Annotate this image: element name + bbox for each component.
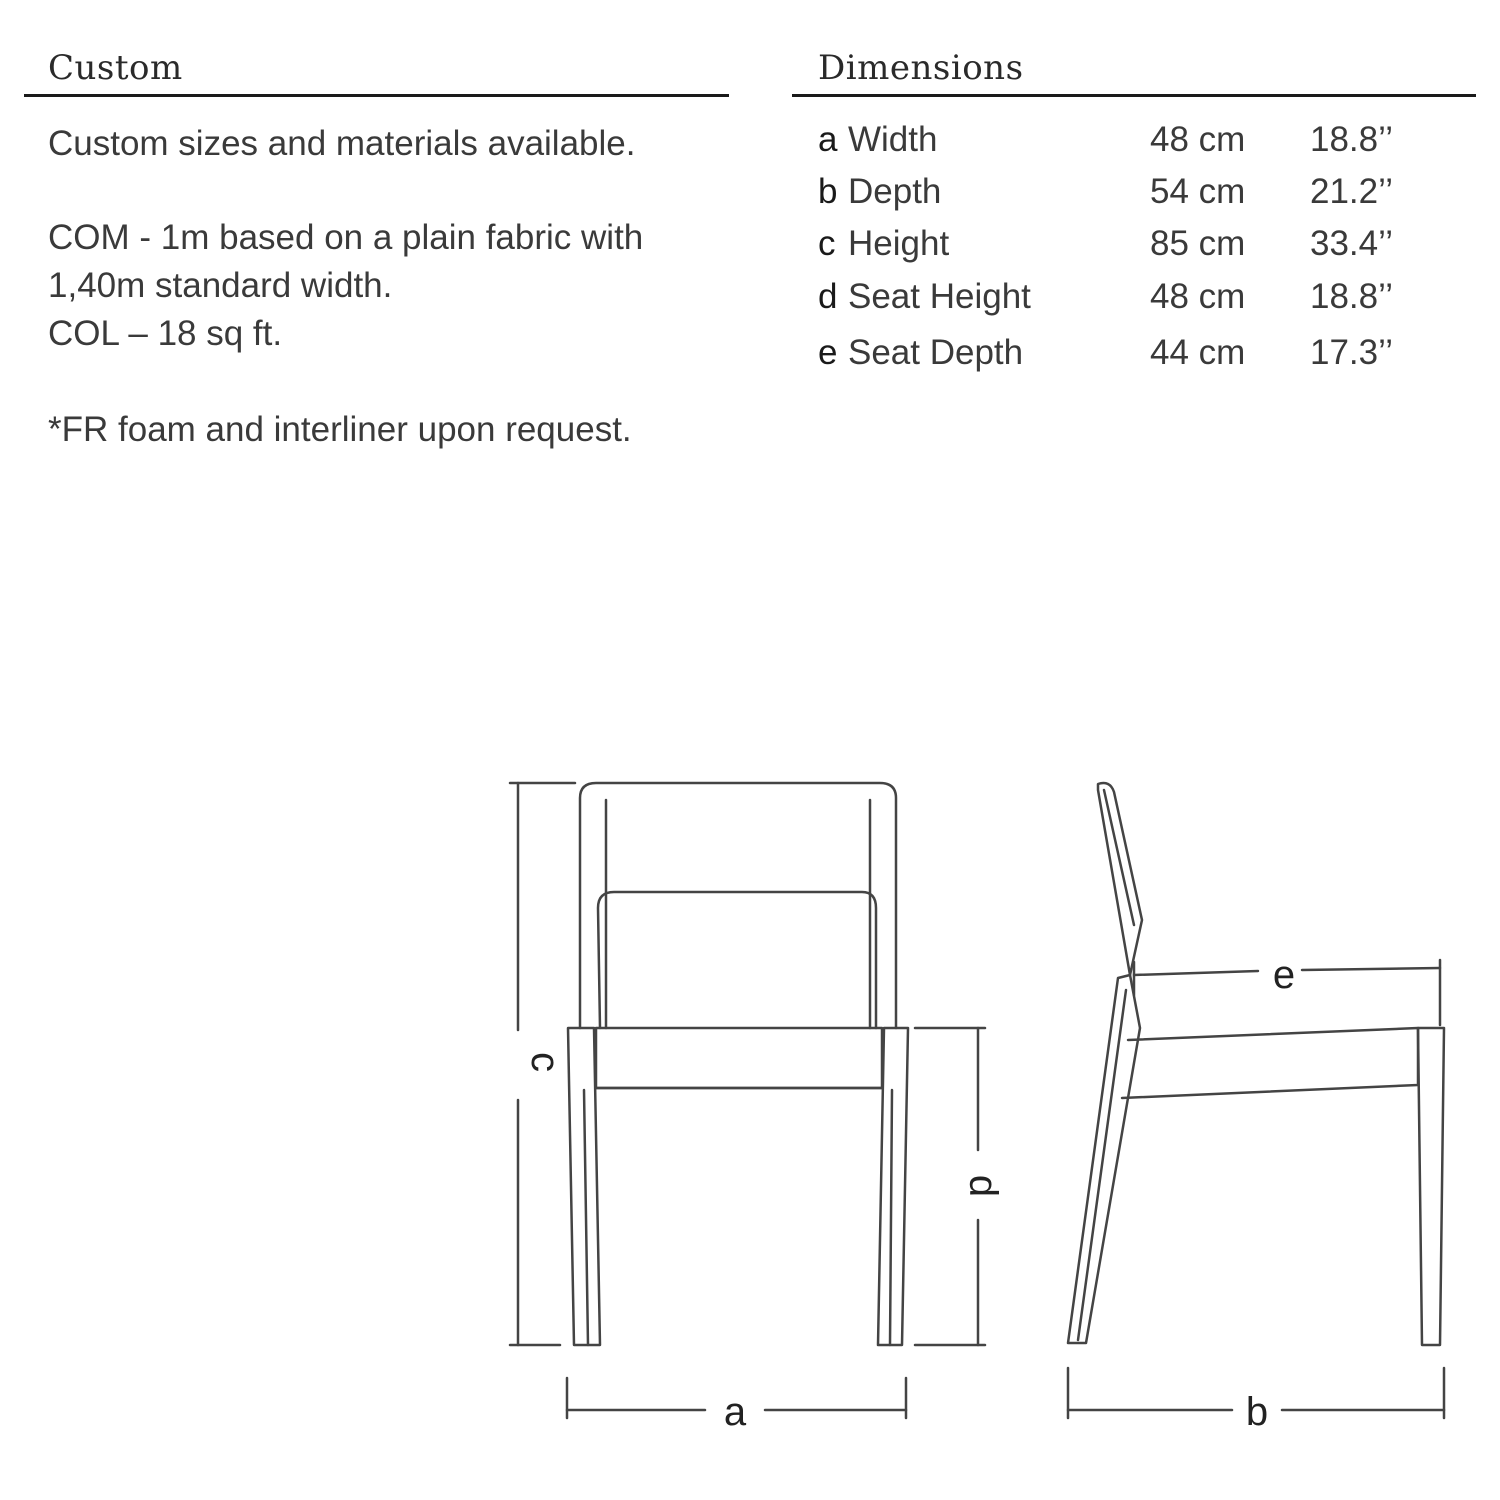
front-leg-right-inner xyxy=(890,1090,892,1345)
dim-label-c: c xyxy=(523,1052,567,1072)
com-width-text: 1,40m standard width. xyxy=(48,266,393,305)
dimension-inches: 17.3’’ xyxy=(1310,333,1394,372)
dimension-letter: c xyxy=(818,224,836,263)
dimension-letter: d xyxy=(818,277,838,316)
dim-e-line-right xyxy=(1302,968,1440,970)
dimension-inches: 18.8’’ xyxy=(1310,120,1394,159)
dim-e-line-left xyxy=(1134,971,1258,975)
com-text: COM - 1m based on a plain fabric with xyxy=(48,218,644,257)
side-seat xyxy=(1122,1028,1418,1098)
dimension-name: Height xyxy=(848,224,950,263)
front-seat xyxy=(596,1028,882,1088)
dimension-name: Seat Height xyxy=(848,277,1031,316)
dimension-cm: 54 cm xyxy=(1150,172,1246,211)
fr-note-text: *FR foam and interliner upon request. xyxy=(48,410,632,449)
side-front-leg xyxy=(1418,1028,1444,1345)
dimension-cm: 44 cm xyxy=(1150,333,1246,372)
dim-label-b: b xyxy=(1245,1390,1269,1434)
dim-label-a: a xyxy=(723,1390,747,1434)
side-back-leg-inner xyxy=(1078,990,1126,1340)
dim-label-d: d xyxy=(961,1174,1005,1198)
dimension-cm: 85 cm xyxy=(1150,224,1246,263)
dimension-letter: b xyxy=(818,172,838,211)
dimensions-heading: Dimensions xyxy=(818,48,1024,88)
front-back-cushion xyxy=(598,892,876,1028)
front-back-frame xyxy=(580,783,896,1028)
dim-label-e: e xyxy=(1272,953,1296,997)
dimension-name: Depth xyxy=(848,172,942,211)
dimension-inches: 21.2’’ xyxy=(1310,172,1394,211)
dimension-cm: 48 cm xyxy=(1150,277,1246,316)
dimension-name: Seat Depth xyxy=(848,333,1024,372)
dimension-letter: a xyxy=(818,120,838,159)
dimension-inches: 33.4’’ xyxy=(1310,224,1394,263)
dimension-inches: 18.8’’ xyxy=(1310,277,1394,316)
custom-heading: Custom xyxy=(48,48,183,88)
dimension-name: Width xyxy=(848,120,938,159)
col-text: COL – 18 sq ft. xyxy=(48,314,283,353)
front-leg-left-inner xyxy=(584,1090,588,1345)
dimension-letter: e xyxy=(818,333,838,372)
front-leg-left xyxy=(568,1028,600,1345)
side-backrest xyxy=(1098,783,1142,975)
custom-sizes-text: Custom sizes and materials available. xyxy=(48,124,636,163)
dimension-cm: 48 cm xyxy=(1150,120,1246,159)
front-leg-right xyxy=(878,1028,908,1345)
